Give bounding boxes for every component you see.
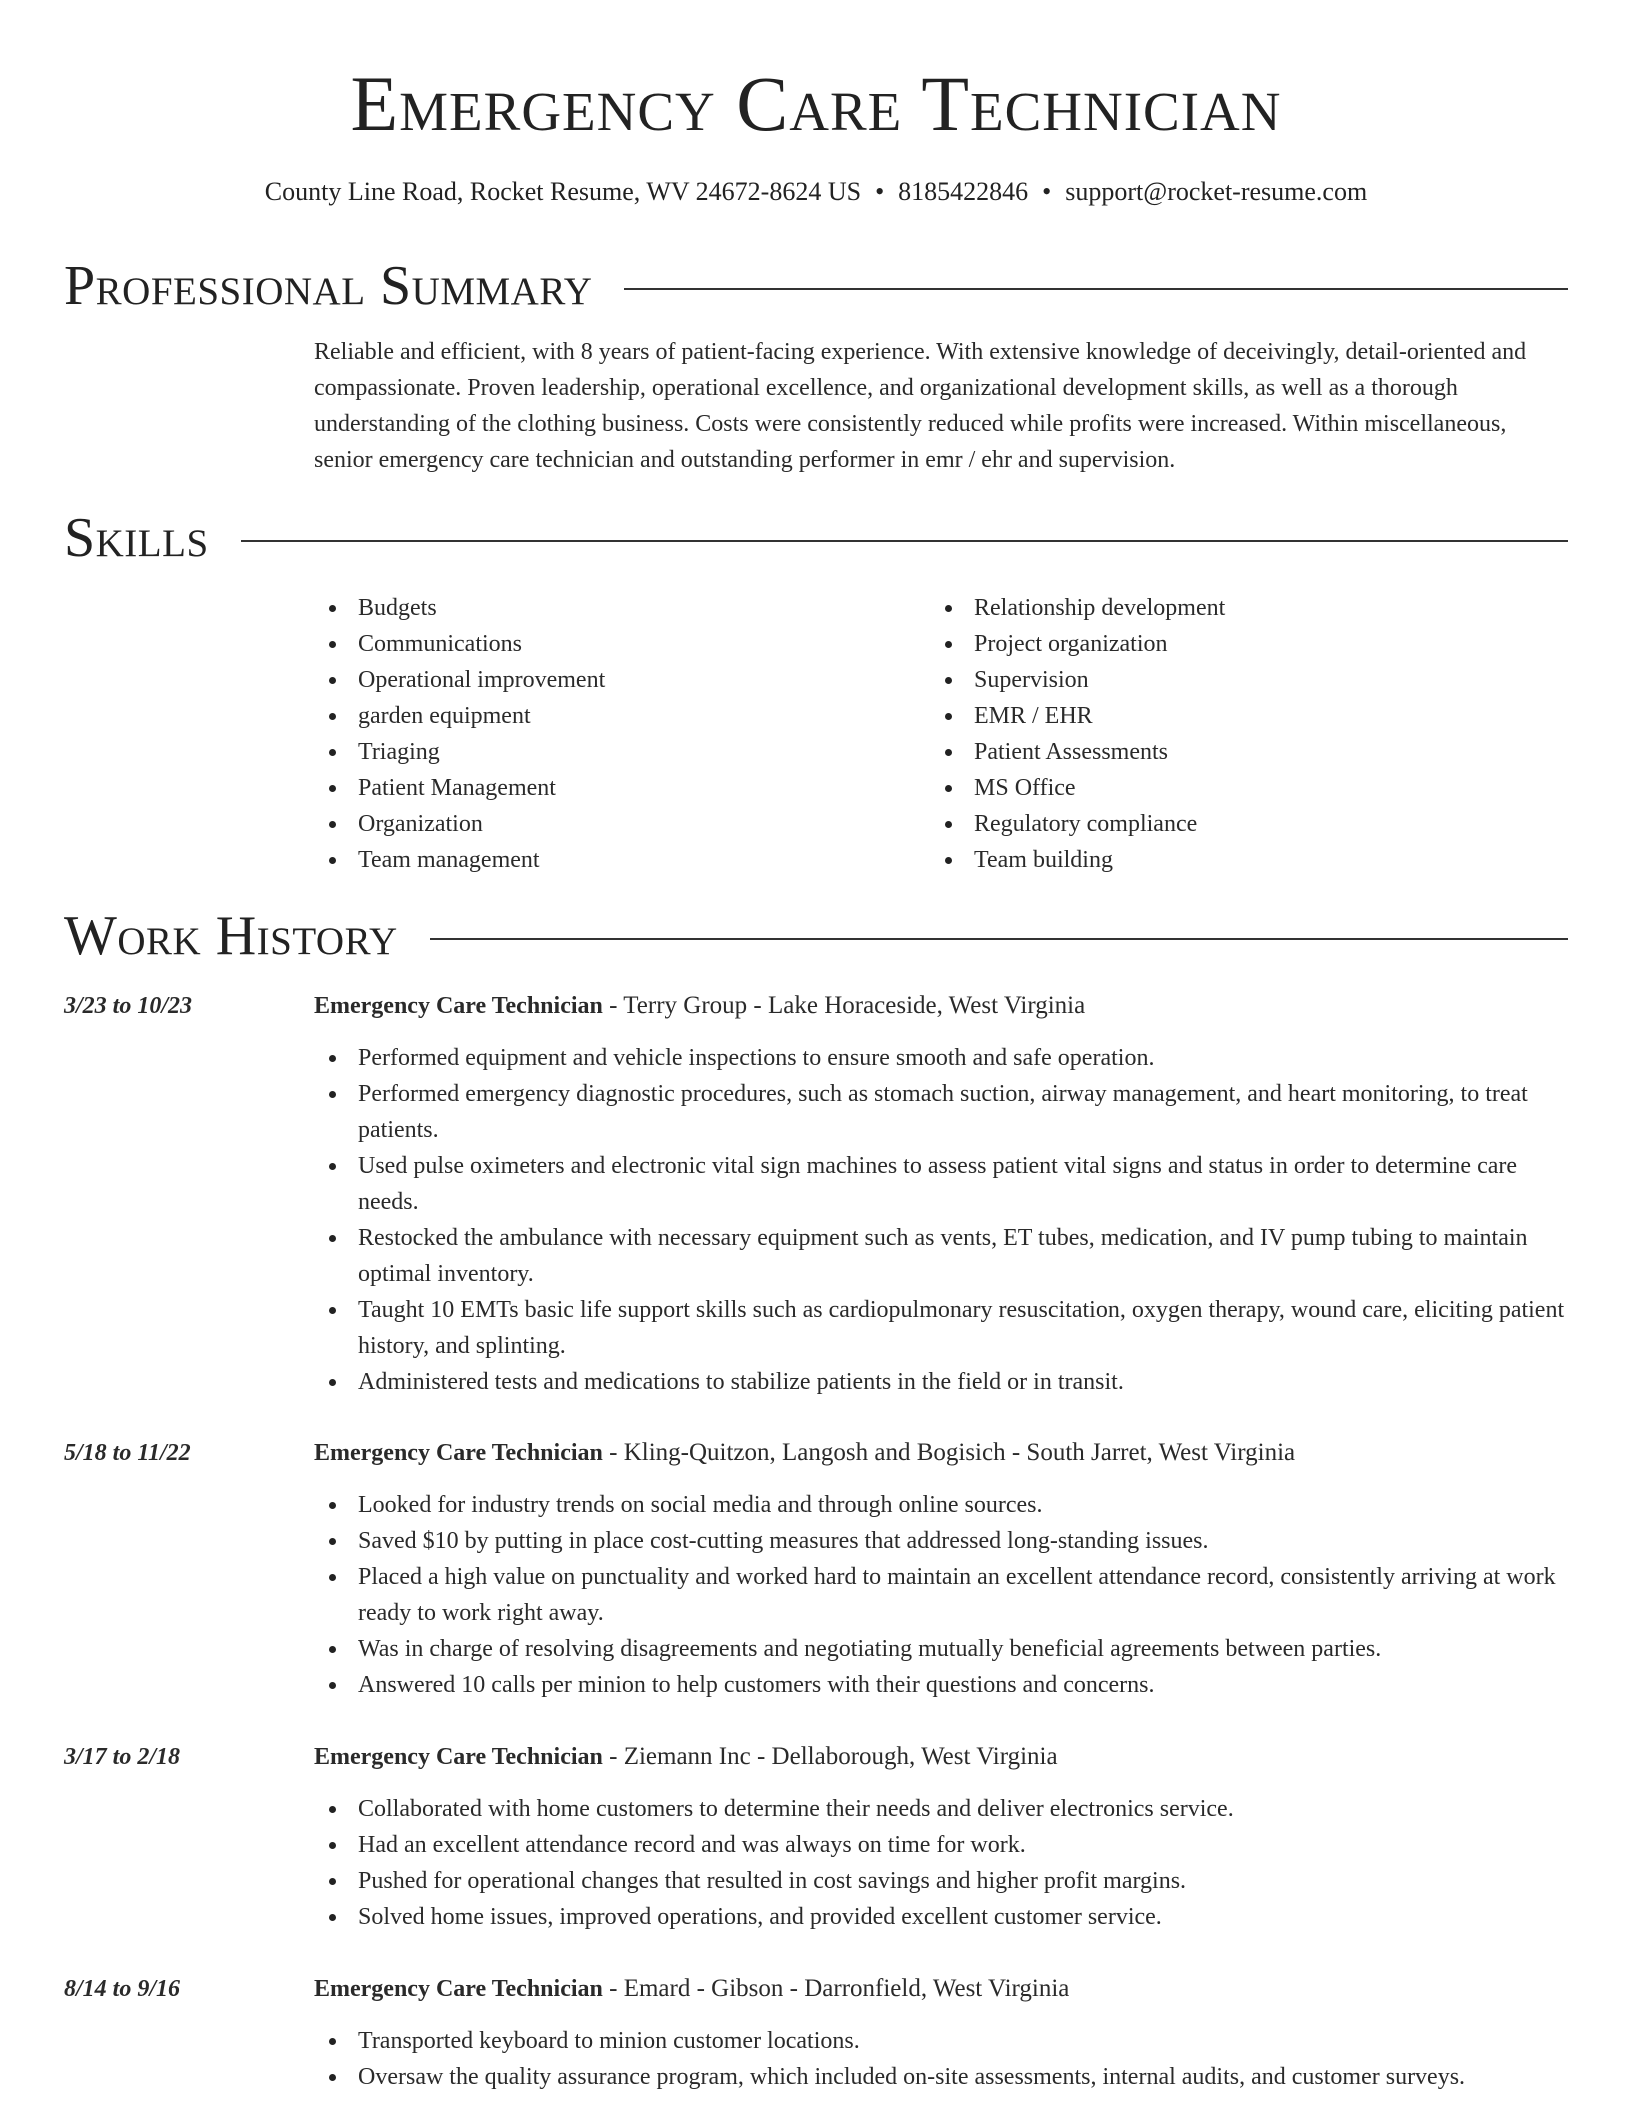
contact-phone: 8185422846 [898, 177, 1029, 206]
summary-section-header [64, 256, 1568, 316]
job-bullet: Transported keyboard to minion customer locations. [314, 2023, 1568, 2059]
job-dates: 5/18 to 11/22 [64, 1440, 191, 1466]
contact-line [0, 176, 1632, 208]
job-bullet: Oversaw the quality assurance program, which included on-site assessments, internal audits, and customer surveys. [314, 2059, 1568, 2095]
skills-section-header [64, 508, 1568, 568]
job-bullet: Saved $10 by putting in place cost-cutting measures that addressed long-standing issues. [314, 1523, 1568, 1559]
contact-separator: • [875, 177, 885, 206]
job-dates: 3/23 to 10/23 [64, 993, 193, 1019]
job-dates: 3/17 to 2/18 [64, 1744, 181, 1770]
job-employer-location: - Terry Group - Lake Horaceside, West Virginia [602, 992, 1086, 1019]
work-history-heading: Work History [64, 905, 398, 967]
skill-item: Communications [314, 626, 914, 662]
job-title-line [314, 988, 1568, 1024]
skill-item: Team building [930, 842, 1560, 878]
skill-item: Organization [314, 806, 914, 842]
job-bullet: Had an excellent attendance record and was always on time for work. [314, 1827, 1568, 1863]
skill-item: Patient Management [314, 770, 914, 806]
job-role: Emergency Care Technician [314, 1440, 603, 1466]
job-role: Emergency Care Technician [314, 993, 603, 1019]
skills-list-left [314, 590, 914, 878]
contact-email: support@rocket-resume.com [1065, 177, 1368, 206]
job-title-line [314, 1971, 1568, 2007]
skill-item: Triaging [314, 734, 914, 770]
skill-item: Budgets [314, 590, 914, 626]
contact-separator: • [1042, 177, 1052, 206]
skill-item: garden equipment [314, 698, 914, 734]
skills-list-right [930, 590, 1560, 878]
job-employer-location: - Kling-Quitzon, Langosh and Bogisich - South Jarret, West Virginia [602, 1439, 1296, 1466]
summary-text: Reliable and efficient, with 8 years of patient-facing experience. With extensive knowledge of deceivingly, detail-oriented and compassionate. Proven leadership, operational excellence, and organizational development skills, as well as a thorough understanding of the clothing business. Costs were consistently reduced while profits were increased. Within miscellaneous, senior emergency care technician and outstanding performer in emr / ehr and supervision. [314, 339, 1527, 473]
job-bullet: Performed emergency diagnostic procedures, such as stomach suction, airway management, and heart monitoring, to treat patients. [314, 1076, 1568, 1148]
section-divider [624, 288, 1568, 290]
job-bullet: Pushed for operational changes that resulted in cost savings and higher profit margins. [314, 1863, 1568, 1899]
job-bullet: Was in charge of resolving disagreements and negotiating mutually beneficial agreements between parties. [314, 1631, 1568, 1667]
job-title-line [314, 1435, 1568, 1471]
job-bullet: Taught 10 EMTs basic life support skills such as cardiopulmonary resuscitation, oxygen therapy, wound care, eliciting patient history, and splinting. [314, 1292, 1568, 1364]
job-role: Emergency Care Technician [314, 1744, 603, 1770]
job-employer-location: - Emard - Gibson - Darronfield, West Virginia [602, 1975, 1070, 2002]
job-bullet: Used pulse oximeters and electronic vital sign machines to assess patient vital signs and status in order to determine care needs. [314, 1148, 1568, 1220]
skills-heading: Skills [64, 507, 209, 569]
job-bullet: Restocked the ambulance with necessary equipment such as vents, ET tubes, medication, and IV pump tubing to maintain optimal inventory. [314, 1220, 1568, 1292]
job-bullet: Administered tests and medications to stabilize patients in the field or in transit. [314, 1364, 1568, 1400]
job-bullet: Placed a high value on punctuality and worked hard to maintain an excellent attendance record, consistently arriving at work ready to work right away. [314, 1559, 1568, 1631]
job-bullets [314, 1791, 1568, 1935]
job-bullet: Answered 10 calls per minion to help customers with their questions and concerns. [314, 1667, 1568, 1703]
skill-item: EMR / EHR [930, 698, 1560, 734]
job-bullets [314, 1040, 1568, 1400]
work-history-section-header [64, 906, 1568, 966]
skill-item: Relationship development [930, 590, 1560, 626]
skill-item: Regulatory compliance [930, 806, 1560, 842]
job-bullet: Looked for industry trends on social media and through online sources. [314, 1487, 1568, 1523]
skill-item: Supervision [930, 662, 1560, 698]
job-bullet: Collaborated with home customers to determine their needs and deliver electronics service. [314, 1791, 1568, 1827]
job-role: Emergency Care Technician [314, 1976, 603, 2002]
skill-item: Patient Assessments [930, 734, 1560, 770]
job-title-line [314, 1739, 1568, 1775]
resume-name: Emergency Care Technician [350, 60, 1282, 147]
skill-item: MS Office [930, 770, 1560, 806]
section-divider [241, 540, 1568, 542]
skill-item: Operational improvement [314, 662, 914, 698]
job-dates: 8/14 to 9/16 [64, 1976, 181, 2002]
job-bullets [314, 1487, 1568, 1703]
job-bullet: Solved home issues, improved operations, and provided excellent customer service. [314, 1899, 1568, 1935]
job-bullet: Performed equipment and vehicle inspections to ensure smooth and safe operation. [314, 1040, 1568, 1076]
contact-address: County Line Road, Rocket Resume, WV 24672-8624 US [264, 177, 862, 206]
job-employer-location: - Ziemann Inc - Dellaborough, West Virginia [602, 1743, 1058, 1770]
section-divider [430, 938, 1568, 940]
skill-item: Project organization [930, 626, 1560, 662]
summary-heading: Professional Summary [64, 255, 593, 317]
job-bullets [314, 2023, 1568, 2095]
skill-item: Team management [314, 842, 914, 878]
